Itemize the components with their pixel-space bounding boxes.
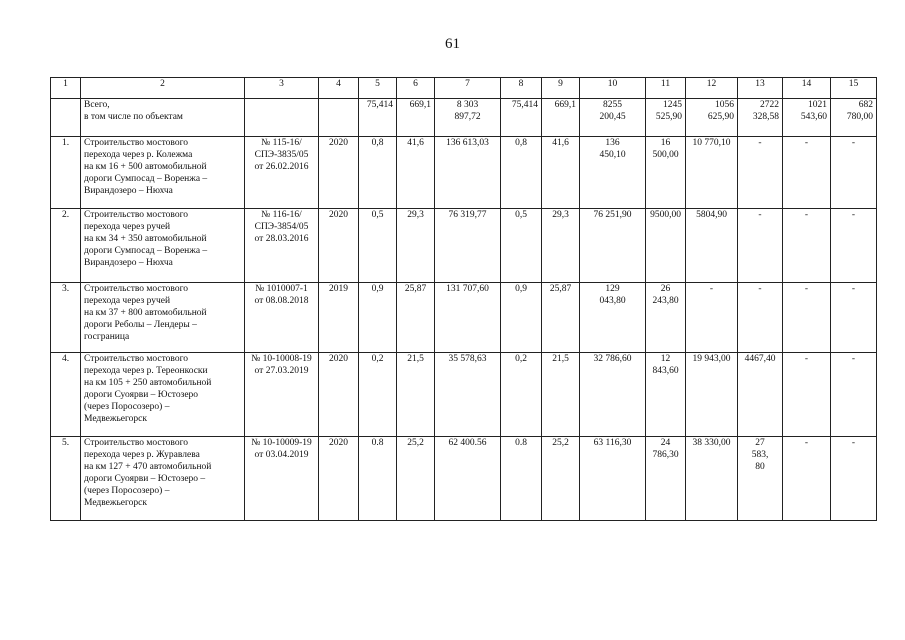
document-ref: № 10-10008-19 от 27.03.2019 — [245, 353, 319, 437]
value-cell: 76 251,90 — [580, 209, 646, 283]
value-cell: - — [738, 137, 783, 209]
column-header: 15 — [831, 78, 877, 99]
year-cell: 2020 — [319, 353, 359, 437]
value-cell: 0,8 — [359, 137, 397, 209]
value-cell: 38 330,00 — [686, 437, 738, 521]
value-cell: 35 578,63 — [435, 353, 501, 437]
table-row — [51, 353, 877, 437]
table-row — [51, 437, 877, 521]
value-cell: 25,2 — [397, 437, 435, 521]
document-ref: № 1010007-1 от 08.08.2018 — [245, 283, 319, 353]
value-cell: - — [783, 353, 831, 437]
page-number: 61 — [445, 36, 460, 52]
value-cell: 131 707,60 — [435, 283, 501, 353]
column-header: 5 — [359, 78, 397, 99]
total-label: Всего, в том числе по объектам — [81, 99, 245, 137]
document-ref: № 115-16/ СПЭ-3835/05 от 26.02.2016 — [245, 137, 319, 209]
value-cell: 0,5 — [359, 209, 397, 283]
total-cell: 1021 543,60 — [783, 99, 831, 137]
row-number: 1. — [51, 137, 81, 209]
value-cell: 129 043,80 — [580, 283, 646, 353]
total-num-cell — [51, 99, 81, 137]
value-cell: 4467,40 — [738, 353, 783, 437]
value-cell: 9500,00 — [646, 209, 686, 283]
column-header: 10 — [580, 78, 646, 99]
column-header: 3 — [245, 78, 319, 99]
table-row — [51, 209, 877, 283]
row-number: 5. — [51, 437, 81, 521]
value-cell: 136 613,03 — [435, 137, 501, 209]
value-cell: 25,87 — [542, 283, 580, 353]
year-cell: 2020 — [319, 137, 359, 209]
total-cell: 1056 625,90 — [686, 99, 738, 137]
column-header: 6 — [397, 78, 435, 99]
object-name: Строительство мостового перехода через р. Тереонкоски на км 105 + 250 автомобильной дороги Суоярви – Юстозеро (через Поросозеро) – Медвежьегорск — [81, 353, 245, 437]
value-cell: 29,3 — [397, 209, 435, 283]
column-number-row — [51, 78, 877, 99]
total-doc-cell — [245, 99, 319, 137]
total-cell: 669,1 — [397, 99, 435, 137]
value-cell: 25,2 — [542, 437, 580, 521]
row-number: 4. — [51, 353, 81, 437]
value-cell: 16 500,00 — [646, 137, 686, 209]
value-cell: - — [783, 209, 831, 283]
value-cell: 0.8 — [501, 437, 542, 521]
total-row — [51, 99, 877, 137]
value-cell: 26 243,80 — [646, 283, 686, 353]
total-cell: 682 780,00 — [831, 99, 877, 137]
value-cell: 63 116,30 — [580, 437, 646, 521]
value-cell: - — [738, 283, 783, 353]
value-cell: 0.8 — [359, 437, 397, 521]
value-cell: 0,9 — [501, 283, 542, 353]
value-cell: 24 786,30 — [646, 437, 686, 521]
document-ref: № 116-16/ СПЭ-3854/05 от 28.03.2016 — [245, 209, 319, 283]
value-cell: - — [831, 283, 877, 353]
column-header: 11 — [646, 78, 686, 99]
column-header: 8 — [501, 78, 542, 99]
value-cell: 32 786,60 — [580, 353, 646, 437]
value-cell: - — [686, 283, 738, 353]
value-cell: - — [783, 283, 831, 353]
value-cell: - — [831, 137, 877, 209]
value-cell: 0,2 — [501, 353, 542, 437]
column-header: 9 — [542, 78, 580, 99]
value-cell: 10 770,10 — [686, 137, 738, 209]
total-cell: 8255 200,45 — [580, 99, 646, 137]
value-cell: 29,3 — [542, 209, 580, 283]
value-cell: 62 400.56 — [435, 437, 501, 521]
total-cell: 8 303 897,72 — [435, 99, 501, 137]
object-name: Строительство мостового перехода через р. Журавлева на км 127 + 470 автомобильной дороги Суоярви – Юстозеро – (через Поросозеро) – Медвежьегорск — [81, 437, 245, 521]
total-cell: 75,414 — [501, 99, 542, 137]
column-header: 4 — [319, 78, 359, 99]
value-cell: 5804,90 — [686, 209, 738, 283]
value-cell: 76 319,77 — [435, 209, 501, 283]
object-name: Строительство мостового перехода через ручей на км 37 + 800 автомобильной дороги Реболы – Лендеры – госграница — [81, 283, 245, 353]
value-cell: - — [738, 209, 783, 283]
value-cell: 0,9 — [359, 283, 397, 353]
value-cell: - — [783, 137, 831, 209]
value-cell: 21,5 — [397, 353, 435, 437]
column-header: 7 — [435, 78, 501, 99]
value-cell: - — [783, 437, 831, 521]
value-cell: 19 943,00 — [686, 353, 738, 437]
value-cell: 41,6 — [397, 137, 435, 209]
row-number: 2. — [51, 209, 81, 283]
value-cell: - — [831, 437, 877, 521]
object-name: Строительство мостового перехода через р. Колежма на км 16 + 500 автомобильной дороги Сумпосад – Вoренжа – Вирандозеро – Нюхча — [81, 137, 245, 209]
column-header: 13 — [738, 78, 783, 99]
value-cell: 21,5 — [542, 353, 580, 437]
year-cell: 2020 — [319, 209, 359, 283]
document-ref: № 10-10009-19 от 03.04.2019 — [245, 437, 319, 521]
value-cell: 12 843,60 — [646, 353, 686, 437]
column-header: 1 — [51, 78, 81, 99]
total-cell: 669,1 — [542, 99, 580, 137]
value-cell: 136 450,10 — [580, 137, 646, 209]
column-header: 12 — [686, 78, 738, 99]
value-cell: 41,6 — [542, 137, 580, 209]
row-number: 3. — [51, 283, 81, 353]
table-row — [51, 137, 877, 209]
total-cell: 75,414 — [359, 99, 397, 137]
total-year-cell — [319, 99, 359, 137]
value-cell: 25,87 — [397, 283, 435, 353]
column-header: 14 — [783, 78, 831, 99]
value-cell: 0,5 — [501, 209, 542, 283]
value-cell: 27 583, 80 — [738, 437, 783, 521]
year-cell: 2020 — [319, 437, 359, 521]
total-cell: 1245 525,90 — [646, 99, 686, 137]
value-cell: 0,2 — [359, 353, 397, 437]
total-cell: 2722 328,58 — [738, 99, 783, 137]
table-row — [51, 283, 877, 353]
value-cell: 0,8 — [501, 137, 542, 209]
objects-table — [50, 77, 877, 521]
column-header: 2 — [81, 78, 245, 99]
year-cell: 2019 — [319, 283, 359, 353]
value-cell: - — [831, 353, 877, 437]
object-name: Строительство мостового перехода через ручей на км 34 + 350 автомобильной дороги Сумпосад – Вoренжа – Вирандозеро – Нюхча — [81, 209, 245, 283]
value-cell: - — [831, 209, 877, 283]
